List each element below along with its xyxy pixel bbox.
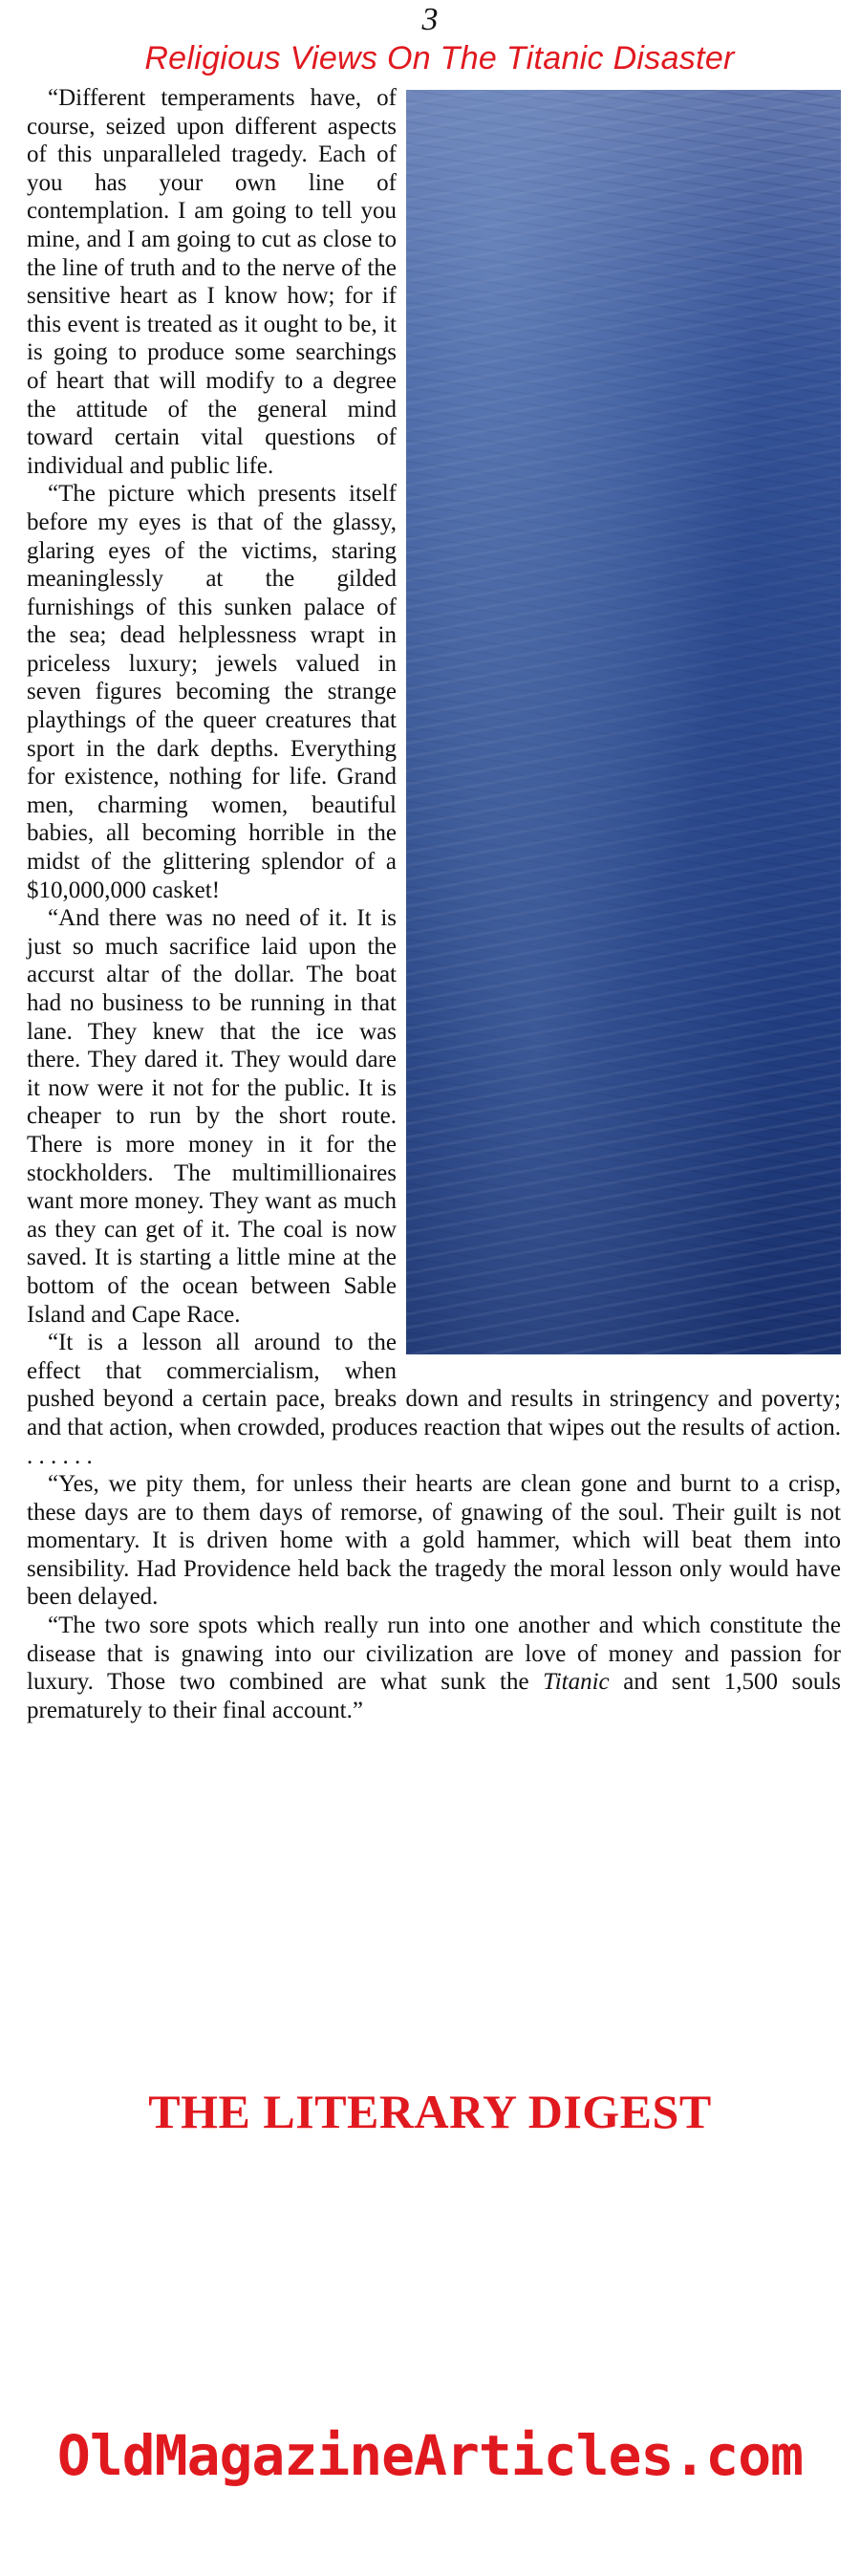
site-watermark: OldMagazineArticles.com	[56, 2423, 804, 2488]
article-paragraph: “The picture which presents itself before my eyes is that of the glassy, glaring eyes of the victims, staring meaninglessly at the gilded furnishings of this sunken palace of the sea; dead helplessness wrapt in priceless luxury; jewels valued in seven figures becoming the strange playthings of the queer creatures that sport in the dark depths. Everything for existence, nothing for life. Grand men, charming women, beautiful babies, all becoming horrible in the midst of the glittering splendor of a $10,000,000 casket!	[27, 481, 397, 903]
article-paragraph	[27, 1612, 841, 1724]
paragraph-text: and sent 1,500 souls prematurely to their final account.”	[27, 1669, 841, 1723]
paragraph-text: “The two sore spots which really run into one another and which constitute the disease that is gnawing into our civilization are love of money and passion for luxury. Those two combined are what sunk the	[27, 1613, 841, 1696]
article-paragraph: “And there was no need of it. It is just so much sacrifice laid upon the accurst altar of the dollar. The boat had no business to be running in that lane. They knew that the ice was there. They dared it. They would dare it now were it not for the public. It is cheaper to run by the short route. There is more money in it for the stockholders. The multimillionaires want more money. They want as much as they can get of it. The coal is now saved. It is starting a little mine at the bottom of the ocean between Sable Island and Cape Race.	[27, 905, 397, 1328]
article-body	[27, 84, 841, 1724]
page-number: 3	[421, 2, 439, 37]
ocean-photo	[406, 90, 841, 1354]
article-paragraph: “Different temperaments have, of course, seized upon different aspects of this unparalleled tragedy. Each of you has your own line of contemplation. I am going to tell you mine, and I am going to cut as close to the line of truth and to the nerve of the sensitive heart as I know how; for if this event is treated as it ought to be, it is going to produce some searchings of heart that will modify to a degree the attitude of the general mind toward certain vital questions of individual and public life.	[27, 85, 397, 479]
ship-name: Titanic	[543, 1669, 610, 1696]
article-paragraph: “Yes, we pity them, for unless their hearts are clean gone and burnt to a crisp, these days are to them days of remorse, of gnawing of the soul. Their guilt is not momentary. It is driven home with a gold hammer, which will beat them into sensibility. Had Providence held back the tragedy the moral lesson only would have been delayed.	[27, 1471, 841, 1611]
page-header-title: Religious Views On The Titanic Disaster	[144, 40, 735, 76]
article-paragraph: “It is a lesson all around to the effect that commercialism, when pushed beyond a certain pace, breaks down and results in stringency and poverty; and that action, when crowded, produces reaction that wipes out the results of action. . . . . . .	[27, 1330, 841, 1469]
publication-masthead: THE LITERARY DIGEST	[148, 2085, 712, 2138]
